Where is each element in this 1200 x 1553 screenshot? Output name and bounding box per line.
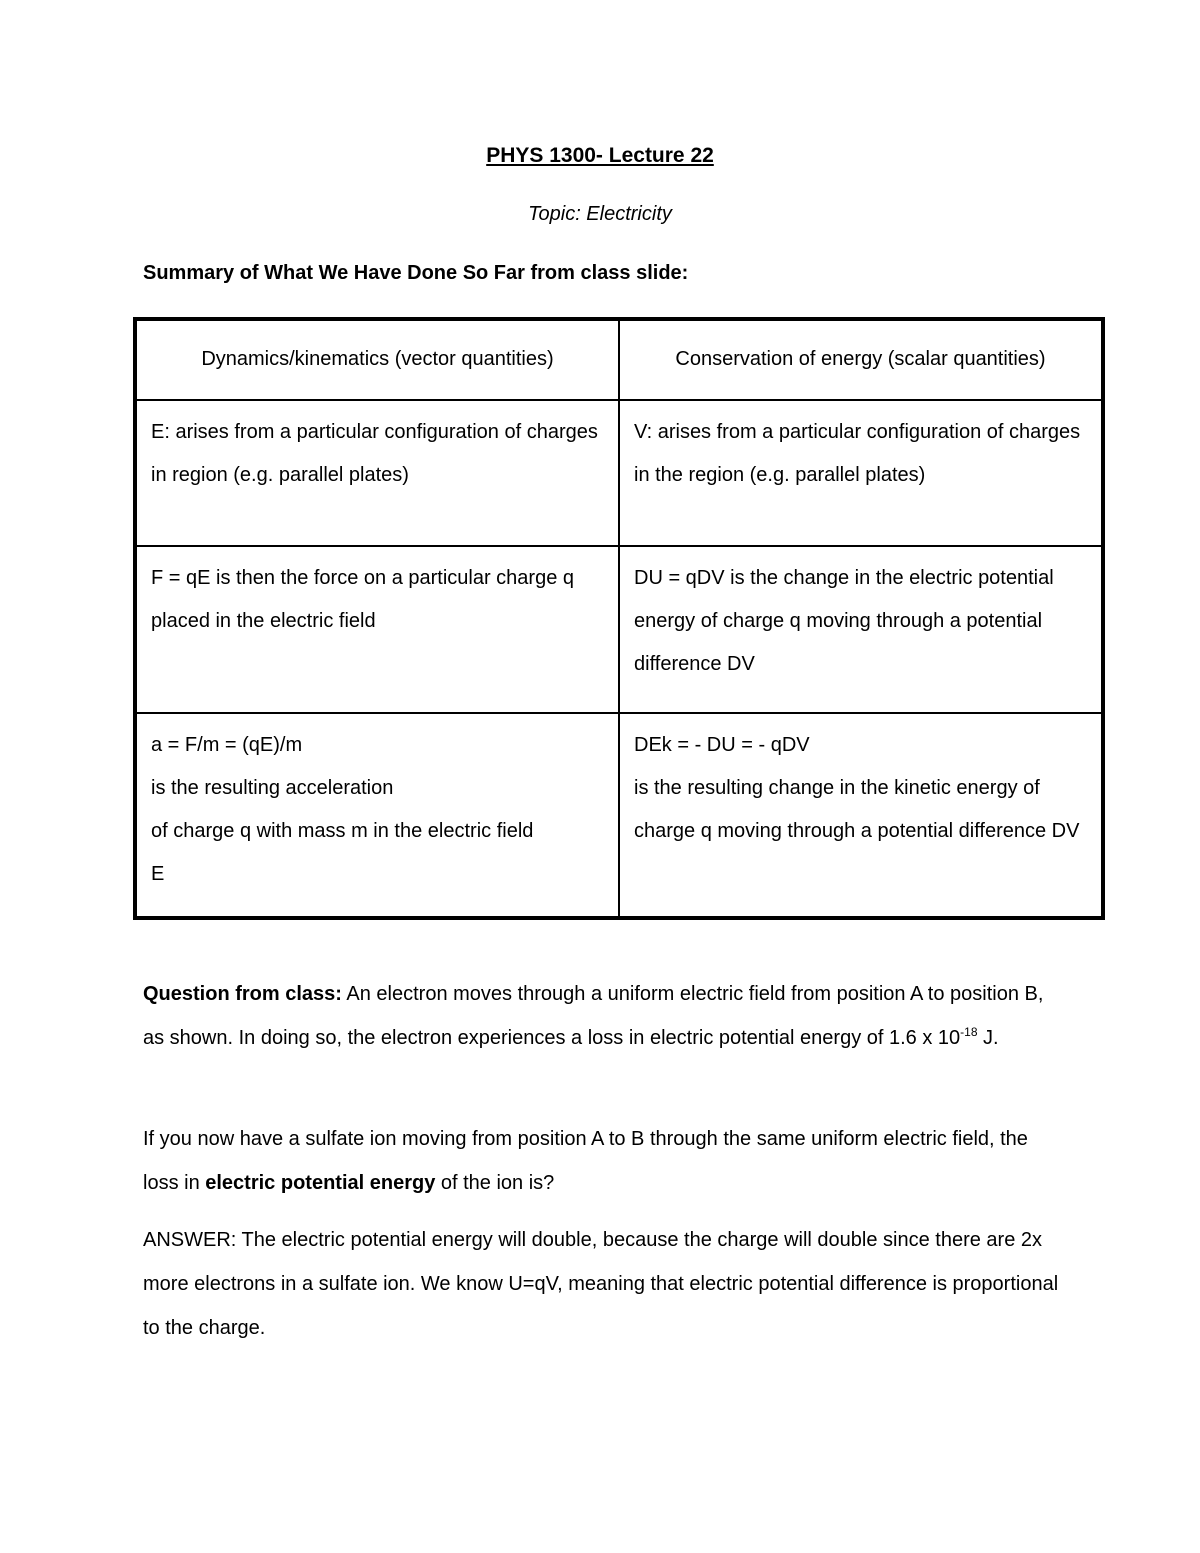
acceleration-line-1: is the resulting acceleration <box>151 777 394 800</box>
table-row <box>135 400 1103 547</box>
acceleration-line-3: E <box>151 863 165 886</box>
summary-table <box>133 317 1105 920</box>
followup-bold: electric potential energy <box>205 1172 436 1194</box>
answer-paragraph: ANSWER: The electric potential energy will double, because the charge will double since there are 2x more electrons in a sulfate ion. We know U=qV, meaning that electric potential difference is proportional to the charge. <box>143 1229 1059 1339</box>
header-dynamics: Dynamics/kinematics (vector quantities) <box>135 319 619 400</box>
question-label: Question from class: <box>143 983 342 1005</box>
acceleration-line-2: of charge q with mass m in the electric field <box>151 820 534 843</box>
question-text-b: J. <box>977 1027 999 1049</box>
followup-text-a: If you now have a sulfate ion moving from position A to B through the same uniform electric field, the loss in <box>143 1128 1028 1194</box>
followup-text-b: of the ion is? <box>435 1172 555 1194</box>
cell-force: F = qE is then the force on a particular charge q placed in the electric field <box>135 546 619 713</box>
table-header-row <box>135 319 1103 400</box>
kinetic-formula: DEk = - DU = - qDV <box>634 734 810 757</box>
cell-potential-energy-change: DU = qDV is the change in the electric potential energy of charge q moving through a potential difference DV <box>619 546 1103 713</box>
summary-heading: Summary of What We Have Done So Far from class slide: <box>143 262 689 284</box>
acceleration-formula: a = F/m = (qE)/m <box>151 734 303 757</box>
followup-paragraph <box>143 1117 1063 1205</box>
cell-kinetic-energy-change <box>619 713 1103 918</box>
kinetic-line-2: charge q moving through a potential difference DV <box>634 820 1080 843</box>
question-exponent: -18 <box>960 1025 978 1039</box>
topic-line: Topic: Electricity <box>528 203 672 225</box>
question-paragraph <box>143 972 1063 1060</box>
cell-field-e: E: arises from a particular configuration of charges in region (e.g. parallel plates) <box>135 400 619 547</box>
question-text-a: An electron moves through a uniform electric field from position A to position B, as shown. In doing so, the electron experiences a loss in electric potential energy of 1.6 x 10 <box>143 983 1044 1049</box>
table-row <box>135 546 1103 713</box>
cell-potential-v: V: arises from a particular configuration of charges in the region (e.g. parallel plates) <box>619 400 1103 547</box>
table-row <box>135 713 1103 918</box>
kinetic-line-1: is the resulting change in the kinetic energy of <box>634 777 1040 800</box>
cell-acceleration <box>135 713 619 918</box>
page-title: PHYS 1300- Lecture 22 <box>486 144 714 167</box>
header-conservation: Conservation of energy (scalar quantities) <box>619 319 1103 400</box>
